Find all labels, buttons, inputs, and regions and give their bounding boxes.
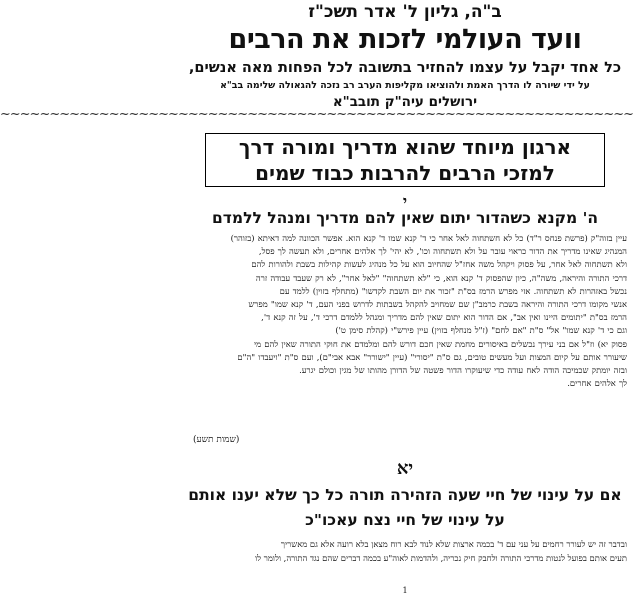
mission-detail: על ידי שיורה לו הדרך האמת ולהוציאו מקליפות הערב רב נזכה להגאולה שלימה בב"א [220,80,590,91]
body-line: ולא תשתחוה לאל אחר, על פסוק ויקהל משה אחז"ל שהחיוב הוא על כל מנהיג לעשות קהילות בשבת ולהורות להם [251,259,627,270]
body-line: ובדבר זה יש לעורר רחמים על עני עם ד' בכמה ארצות שלא לנוד לבא רוח מצאן בלא רועה אלא גם מאשריך [280,539,627,549]
body-line: פסוק יא) וז"ל אם בני עירך נכשלים באיסורים מחמת שאין חכם דורש להם ומלמדם את חוקי התורה שאין להם מי [253,338,627,349]
body-line: דרכי התורה והיראה, משה"ה, כיון שהפסוק ד' קנא הוא, כי "לא תשתחוה" "לאל אחר", לא רק שעבד עבודה זרה [255,272,627,283]
date-line: ב"ה, גליון ל' אדר תשכ"ז [308,2,502,22]
banner-line-2: למזכי הרבים להרבות כבוד שמים [255,161,555,185]
body-line: שיעורר אותם על קיום המצות ועל מעשים טובים, גם ס"ת "יסורי" (עיין "ישורר" אבא אבי"ם), ועם ס"ת "ויעבדו "ה"ם [237,351,627,362]
body-line: וגם כי ד' קנא שמו" אל" ס"ת "אם לחם" (ז"ל מנחלף בזוין) עיין פירש"י (קהלת סימן ט') [335,325,627,336]
page-number: 1 [402,586,408,595]
body-line: נכשל באזהרות לא תשתחוה. אזי מפרש הרמז בס"ת "זכור את יום השבת לקדשו" (מתחלף בזוין) ללמד עם [279,285,627,296]
section-body [183,232,627,390]
section-heading-line-2: על עינוי של חיי נצח עאכו"כ [305,511,505,529]
section-number: י [402,192,408,211]
body-line: תעים אותם בפועל לנטות מדרכי התורה ולחבק חיק נכריה, ולהדמות לאוה"ע בכמה דברים שהם נגד התורה, ולומר לו [255,552,627,563]
banner-box [205,133,605,187]
source-citation: (שמות תשע) [193,435,240,445]
section-body [183,538,627,565]
section-heading: ה' מקנא כשהדור יתום שאין להם מדריך ומנהל ללמדם [211,209,599,227]
section-heading-line-1: אם על עינוי של חיי שעה הזהירה תורה כל כך שלא יענו אותם [188,486,622,504]
organization-title: וועד העולמי לזכות את הרבים [228,24,582,55]
body-line: ובזה יומתק שכמיכה הודה לאח עודה כדי שיעוקרו הדור פשטה של הדורן מהותו של מגין וכולם יגרע. [299,365,627,376]
location-line: ירושלים עיה"ק תובב"א [332,94,478,110]
body-line: לך אלהים אחרים. [567,378,627,389]
mission-statement: כל אחד יקבל על עצמו להחזיר בתשובה לכל הפחות מאה אנשים, [188,60,622,76]
body-line: הרמז בס"ת "יתומים היינו ואין אב", אם הדור הוא יתום שאין להם מדריך ומנהל ללמדם דרכי ד', על זה קנא ד', [261,312,627,323]
tilde-divider: ~~~~~~~~~~~~~~~~~~~~~~~~~~~~~~~~~~~~~~~~~~~~~~~~~~~~~~~~~~~~~~~~ [0,107,633,122]
body-line: עיין בזוה"ק (פרשת פנחס ר"ד) כל לא חשתחוה לאל אחר כי ד' קנא שמו ד' קנא הוא. אפשר הכוונה למה דאיתא (בזוהר) [230,233,627,243]
section-number: יא [396,458,414,479]
body-line: המנהיג שאינו מדריך את הדור כראוי עובר על ולא תשתחוה וכו', לא יהי' לך אלהים אחרים, ולא תעשה לך פסל, [258,246,627,257]
body-line: אנשי מקומו דרכי התורה והיראה בשבת כרמב"ן שם שמחויב להקהל בשבתות לדרוש בפני העם, ד' קנא שמו" מפרש [248,299,627,310]
banner-line-1: ארגון מיוחד שהוא מדריך ומורה דרך [238,135,572,159]
